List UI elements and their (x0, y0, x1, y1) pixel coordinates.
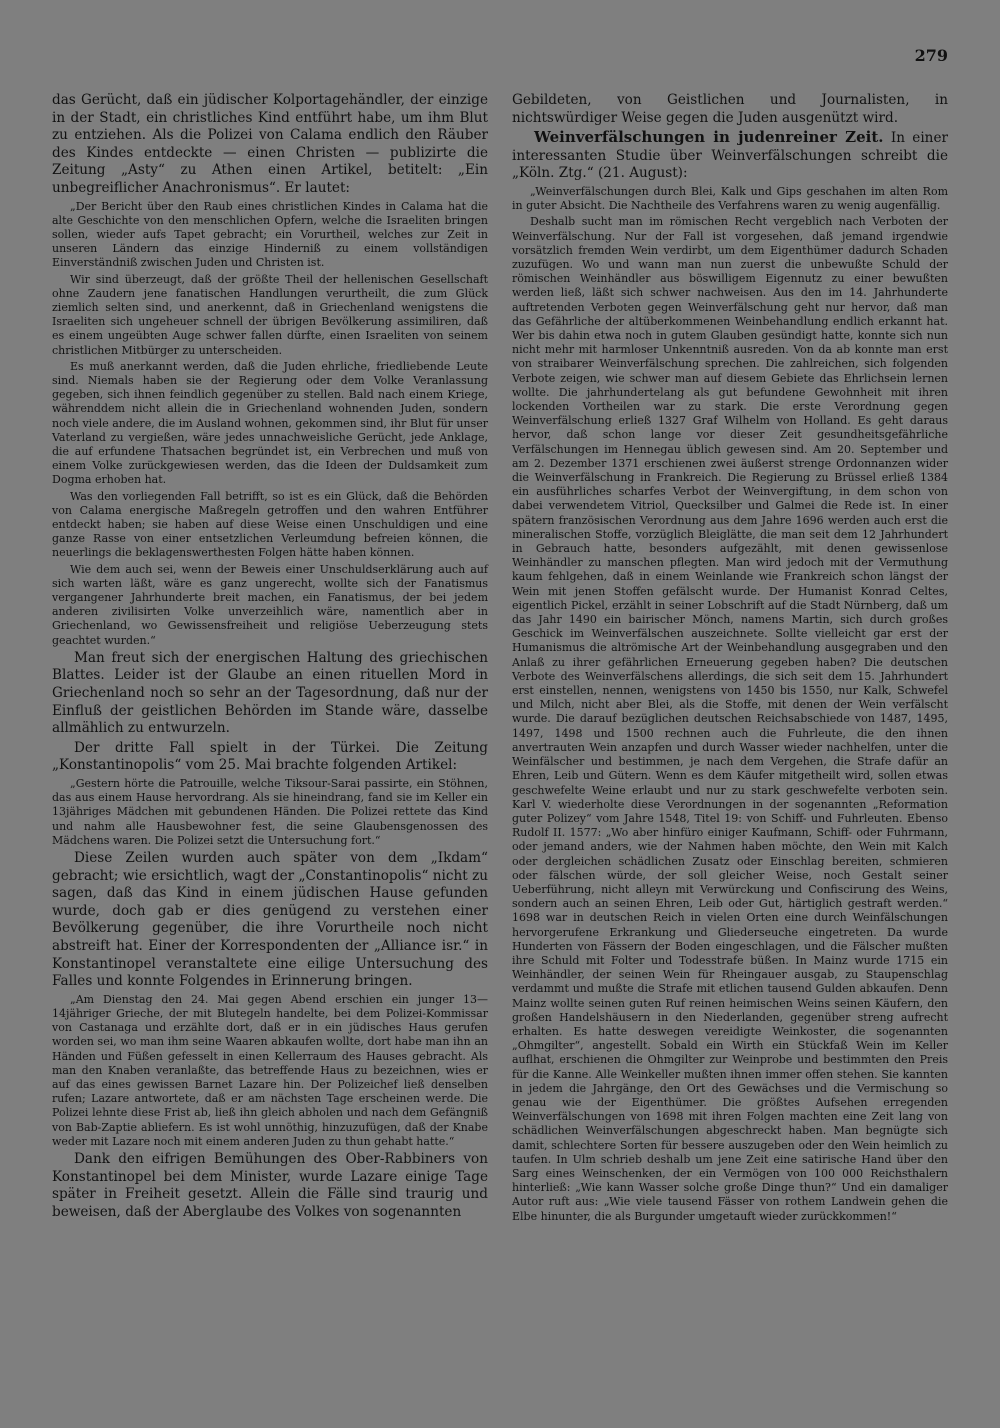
quote-paragraph: Wie dem auch sei, wenn der Beweis einer Unschuldserklärung auch auf sich warten läßt, wäre es ganz ungerecht, wollte sich der Fanatismus vergangener Jahrhunderte breit machen, ein Fanatismus, der bei jedem anderen zivilisirten Volke unverzeihlich wäre, namentlich aber in Griechenland, wo Gewissensfreiheit und religiöse Ueberzeugung stets geachtet wurden.“ (52, 562, 488, 647)
section-intro-text: In einer interessanten Studie über Weinverfälschungen schreibt die „Köln. Ztg.“ (21. August): (512, 130, 948, 182)
body-paragraph: Dank den eifrigen Bemühungen des Ober-Rabbiners von Konstantinopel bei dem Minister, wurde Lazare einige Tage später in Freiheit gesetzt. Allein die Fälle sind traurig und beweisen, daß der Aberglaube des Volkes von sogenannten (52, 1151, 488, 1220)
quote-paragraph: „Weinverfälschungen durch Blei, Kalk und Gips geschahen im alten Rom in guter Absicht. Die Nachtheile des Verfahrens waren zu wenig augenfällig. (512, 184, 948, 213)
left-column (52, 92, 488, 1223)
body-paragraph: Man freut sich der energischen Haltung des griechischen Blattes. Leider ist der Glaube an einen rituellen Mord in Griechenland noch so sehr an der Tagesordnung, daß nur der Einfluß der geistlichen Behörden im Stande wäre, dasselbe allmählich zu entwurzeln. (52, 649, 488, 737)
quote-paragraph: „Gestern hörte die Patrouille, welche Tiksour-Sarai passirte, ein Stöhnen, das aus einem Hause hervordrang. Als sie hineindrang, fand sie im Keller ein 13jähriges Mädchen mit gebundenen Händen. Die Polizei rettete das Kind und nahm alle Hausbewohner fest, die seine Glaubensgenossen des Mädchens waren. Die Polizei setzt die Untersuchung fort.“ (52, 777, 488, 847)
body-paragraph: Diese Zeilen wurden auch später von dem „Ikdam“ gebracht; wie ersichtlich, wagt der „Constantinopolis“ nicht zu sagen, daß das Kind in einem jüdischen Hause gefunden wurde, doch gab er dies genügend zu verstehen einer Bevölkerung gegenüber, die ihre Vorurtheile noch nicht abstreift hat. Einer der Korrespondenten der „Alliance isr.“ in Konstantinopel veranstaltete eine eilige Untersuchung des Falles und konnte Folgendes in Erinnerung bringen. (52, 850, 488, 990)
quote-paragraph: „Der Bericht über den Raub eines christlichen Kindes in Calama hat die alte Geschichte von den menschlichen Opfern, welche die Israeliten bringen sollen, wieder aufs Tapet gebracht; ein Vorurtheil, welches zur Zeit in unseren Ländern das einzige Hinderniß zu einem vollständigen Einverständniß zwischen Juden und Christen ist. (52, 199, 488, 270)
body-paragraph: Gebildeten, von Geistlichen und Journalisten, in nichtswürdiger Weise gegen die Juden ausgenützt wird. (512, 92, 948, 126)
body-paragraph: das Gerücht, daß ein jüdischer Kolportagehändler, der einzige in der Stadt, ein christliches Kind entführt habe, um ihm Blut zu entziehen. Als die Polizei von Calama endlich den Räuber des Kindes entdeckte — einen Christen — publizirte die Zeitung „Asty“ zu Athen einen Artikel, betitelt: „Ein unbegreiflicher Anachronismus“. Er lautet: (52, 92, 488, 196)
quote-paragraph: Deshalb sucht man im römischen Recht vergeblich nach Verboten der Weinverfälschung. Nur der Fall ist vorgesehen, daß jemand irgendwie vorsätzlich fremden Wein verdirbt, um dem Eigenthümer dadurch Schaden zuzufügen. Wo und wann man nun zuerst die unbewußte Schuld der römischen Weinhändler aus böswilligem Eigennutz zu einer bewußten werden ließ, läßt sich schwer nachweisen. Aus den im 14. Jahrhunderte auftretenden Verboten gegen Weinverfälschung geht nur hervor, daß man das Gefährliche der altüberkommenen Weinbehandlung endlich erkannt hat. Wer bis dahin etwa noch in gutem Glauben gesündigt hatte, konnte sich nun nicht mehr mit harmloser Unkenntniß ausreden. Von da ab konnte man erst von straibarer Weinverfälschung sprechen. Die zahlreichen, sich folgenden Verbote zeigen, wie schwer man auf diesem Gebiete das Ehrlichsein lernen wollte. Die jahrhundertelang als gut befundene Gewohnheit mit ihren lockenden Vortheilen war zu stark. Die erste Verordnung gegen Weinverfälschung erließ 1327 Graf Wilhelm von Holland. Es geht daraus hervor, daß schon lange vor dieser Zeit gesundheitsgefährliche Verfälschungen im Hennegau üblich gewesen sind. Am 20. September und am 2. Dezember 1371 erschienen zwei äußerst strenge Ordonnanzen wider die Weinverfälschung in Frankreich. Die Regierung zu Brüssel erließ 1384 ein ausführliches scharfes Verbot der Weinvergiftung, in dem schon von dabei verwendetem Vitriol, Quecksilber und Galmei die Rede ist. In einer spätern französischen Verordnung aus dem Jahre 1696 werden auch erst die mineralischen Stoffe, vorzüglich Bleiglätte, die man seit dem 12 Jahrhundert in Gebrauch hatte, besonders aufgezählt, mit denen gewissenlose Weinhändler zu manschen pflegten. Man wird jedoch mit der Vermuthung kaum fehlgehen, daß in einem Weinlande wie Frankreich schon längst der Wein mit jenen Stoffen gefälscht wurde. Der Humanist Konrad Celtes, eigentlich Pickel, erzählt in seiner Lobschrift auf die Stadt Nürnberg, daß um das Jahr 1490 ein bairischer Mönch, namens Martin, sich durch großes Geschick im Weinverfälschen auszeichnete. Sollte vielleicht gar erst der Humanismus die altrömische Art der Weinbehandlung ausgegraben und den Anlaß zu ihrer gefährlichen Erneuerung gegeben haben? Die deutschen Verbote des Weinverfälschens allerdings, die sich seit dem 15. Jahrhundert erst einstellen, nennen, wenigstens von 1450 bis 1550, nur Kalk, Schwefel und Milch, nicht aber Blei, als die Stoffe, mit denen der Wein verfälscht wurde. Die darauf bezüglichen deutschen Reichsabschiede von 1487, 1495, 1497, 1498 und 1500 rechnen auch die Fuhrleute, die den ihnen anvertrauten Wein anzapfen und durch Wasser wieder nachhelfen, unter die Weinfälscher und bestimmen, je nach dem Vergehen, die Strafe dafür an Ehren, Leib und Gütern. Wenn es dem Käufer mitgetheilt wird, sollen etwas geschwefelte Weine erlaubt und nur zu stark geschwefelte verboten sein. Karl V. wiederholte diese Verordnungen in der sogenannten „Reformation guter Polizey“ vom Jahre 1548, Titel 19: von Schiff- und Fuhrleuten. Ebenso Rudolf II. 1577: „Wo aber hinfüro einiger Kaufmann, Schiff- oder Fuhrmann, oder jemand anders, wie der Nahmen haben möchte, den Wein mit Kalch oder dergleichen schädlichen Zusatz oder Einschlag bereiten, schmieren oder fälschen würde, der soll gleicher Weise, noch Gestalt seiner Ueberführung, nicht alleyn mit Verwürckung und Confiscirung des Weins, sondern auch an seinen Ehren, Leib oder Gut, härtiglich gestraft werden.“ 1698 war in deutschen Reich in vielen Orten eine durch Weinfälschungen hervorgerufene Erkrankung und Gliederseuche eingetreten. Da wurde Hunderten von Fässern der Boden eingeschlagen, und die Fälscher mußten ihre Schuld mit Folter und Todesstrafe büßen. In Mainz wurde 1715 ein Weinhändler, der seinen Wein für Rheingauer ausgab, zu Staupenschlag verdammt und mußte die Strafe mit etlichen tausend Gulden abkaufen. Denn Mainz wollte seinen guten Ruf reinen heimischen Weins seinen Käufern, den großen Handelshäusern in den Niederlanden, gegenüber streng aufrecht erhalten. Es hatte deswegen vereidigte Weinkoster, die sogenannten „Ohmgilter“, angestellt. Sobald ein Wirth ein Stückfaß Wein im Keller auflhat, erschienen die Ohmgilter zur Weinprobe und bestimmten den Preis für die Kanne. Alle Weinkeller mußten ihnen immer offen stehen. Sie kannten in jedem die Jahrgänge, den Ort des Gewächses und die Vermischung so genau wie der Eigenthümer. Die größtes Aufsehen erregenden Weinverfälschungen von 1698 mit ihren Folgen machten eine Zeit lang von schädlichen Weinverfälschungen abgeschreckt haben. Man begnügte sich damit, schlechtere Sorten für bessere auszugeben oder den Wein heimlich zu taufen. In Ulm schrieb deshalb um jene Zeit eine satirische Hand über den Sarg eines Weinschenken, der ein Vermögen von 100 000 Reichsthalern hinterließ: „Wie kann Wasser solche große Dinge thun?“ Und ein damaliger Autor ruft aus: „Wie viele tausend Fässer von rothem Landwein gehen die Elbe hinunter, die als Burgunder umgetauft wieder zurückkommen!“ (512, 215, 948, 1223)
body-paragraph: Der dritte Fall spielt in der Türkei. Die Zeitung „Konstantinopolis“ vom 25. Mai brachte folgenden Artikel: (52, 739, 488, 774)
page-number: 279 (914, 46, 948, 65)
section-heading: Weinverfälschungen in judenreiner Zeit. (534, 128, 884, 147)
quote-paragraph: Wir sind überzeugt, daß der größte Theil der hellenischen Gesellschaft ohne Zaudern jene fanatischen Handlungen verurtheilt, die zum Glück ziemlich selten sind, und anerkennt, daß in Griechenland wenigstens die Israeliten sich ungeheuer schnell der übrigen Bevölkerung assimiliren, daß es einem ungeübten Auge schwer fallen dürfte, einen Israeliten von seinem christlichen Mitbürger zu unterscheiden. (52, 272, 488, 357)
quote-paragraph: Was den vorliegenden Fall betrifft, so ist es ein Glück, daß die Behörden von Calama energische Maßregeln getroffen und den wahren Entführer entdeckt haben; sie haben auf diese Weise einen Unschuldigen und eine ganze Rasse von einer entsetzlichen Verleumdung befreien können, die neuerlings die beklagenswerthesten Folgen hätte haben können. (52, 489, 488, 560)
right-column (512, 92, 948, 1226)
quote-paragraph: „Am Dienstag den 24. Mai gegen Abend erschien ein junger 13—14jähriger Grieche, der mit Blutegeln handelte, bei dem Polizei-Kommissar von Castanaga und erzählte dort, daß er in ein jüdisches Haus gerufen worden sei, wo man ihm seine Waaren abkaufen wollte, dort habe man ihn an Händen und Füßen gefesselt in einen Kellerraum des Hauses gebracht. Als man den Knaben veranlaßte, das betreffende Haus zu bezeichnen, wies er auf das eines gewissen Barnet Lazare hin. Der Polizeichef ließ denselben rufen; Lazare antwortete, daß er am nächsten Tage erscheinen werde. Die Polizei lehnte diese Frist ab, ließ ihn gleich abholen und nach dem Gefängniß von Bab-Zaptie abliefern. Es ist wohl unnöthig, hinzuzufügen, daß der Knabe weder mit Lazare noch mit einem anderen Juden zu thun gehabt hatte.“ (52, 992, 488, 1148)
section-paragraph (512, 129, 948, 183)
quote-paragraph: Es muß anerkannt werden, daß die Juden ehrliche, friedliebende Leute sind. Niemals haben sie der Regierung oder dem Volke Veranlassung gegeben, sich ihnen feindlich gegenüber zu stellen. Bald nach einem Kriege, währenddem nicht allein die in Griechenland wohnenden Juden, sondern noch viele andere, die im Ausland wohnen, gekommen sind, ihr Blut für unser Vaterland zu vergießen, wäre jedes unnachweisliche Gerücht, jede Anklage, die auf erfundene Thatsachen begründet ist, ein Verbrechen und muß von einem Volke zurückgewiesen werden, das die Ideen der Duldsamkeit zum Dogma erhoben hat. (52, 359, 488, 487)
